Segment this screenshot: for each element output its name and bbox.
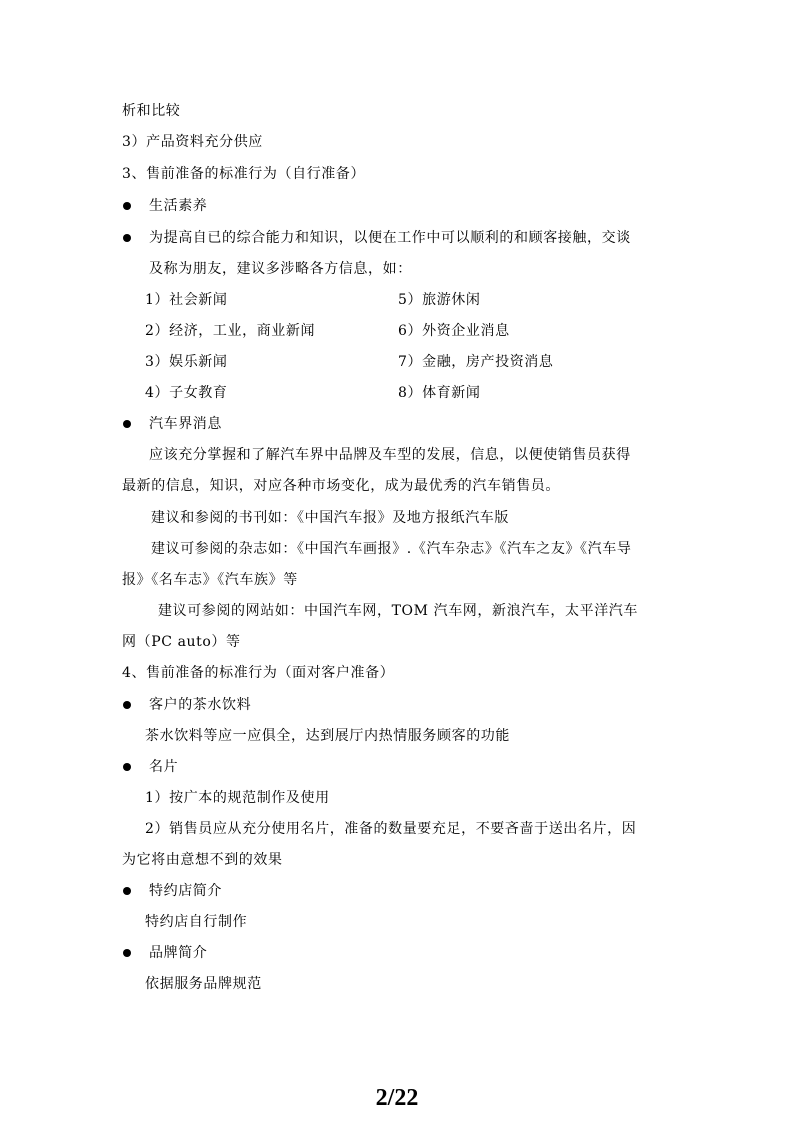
list-item: 2）销售员应从充分使用名片，准备的数量要充足，不要吝啬于送出名片，因 — [145, 821, 637, 837]
list-item: 3）娱乐新闻 — [145, 354, 228, 370]
bullet-heading: 特约店简介 — [149, 883, 222, 899]
paragraph-line: 应该充分掌握和了解汽车界中品牌及车型的发展，信息，以便使销售员获得 — [149, 447, 631, 463]
text-line: 析和比较 — [122, 103, 181, 119]
bullet-icon — [123, 202, 131, 210]
paragraph-line: 特约店自行制作 — [145, 914, 248, 930]
bullet-icon — [123, 701, 131, 709]
bullet-icon — [123, 887, 131, 895]
paragraph-line: 依据服务品牌规范 — [145, 976, 262, 992]
paragraph-line: 为它将由意想不到的效果 — [122, 852, 283, 868]
section-heading: 3、售前准备的标准行为（自行准备） — [122, 166, 366, 182]
bullet-icon — [123, 763, 131, 771]
paragraph-line: 建议可参阅的网站如：中国汽车网，TOM 汽车网，新浪汽车，太平洋汽车 — [158, 603, 638, 619]
section-heading: 4、售前准备的标准行为（面对客户准备） — [122, 665, 395, 681]
paragraph-line: 网（PC auto）等 — [122, 634, 241, 650]
paragraph-line: 建议可参阅的杂志如：《中国汽车画报》.《汽车杂志》《汽车之友》《汽车导 — [151, 541, 632, 557]
list-item: 4）子女教育 — [145, 385, 228, 401]
list-item: 1）社会新闻 — [145, 292, 228, 308]
list-item: 5）旅游休闲 — [398, 292, 481, 308]
bullet-icon — [123, 234, 131, 242]
list-item: 7）金融，房产投资消息 — [398, 354, 554, 370]
paragraph-line: 为提高自已的综合能力和知识，以便在工作中可以顺利的和顾客接触，交谈 — [149, 230, 631, 246]
bullet-icon — [123, 949, 131, 957]
bullet-heading: 生活素养 — [149, 198, 208, 214]
paragraph-line: 及称为朋友，建议多涉略各方信息，如： — [149, 261, 412, 277]
paragraph-line: 茶水饮料等应一应俱全，达到展厅内热情服务顾客的功能 — [145, 728, 510, 744]
list-item: 1）按广本的规范制作及使用 — [145, 790, 330, 806]
page-number: 2/22 — [375, 1085, 419, 1111]
paragraph-line: 最新的信息，知识，对应各种市场变化，成为最优秀的汽车销售员。 — [122, 478, 560, 494]
paragraph-line: 建议和参阅的书刊如：《中国汽车报》及地方报纸汽车版 — [151, 510, 509, 526]
bullet-heading: 品牌简介 — [149, 945, 208, 961]
list-item: 3）产品资料充分供应 — [122, 134, 263, 150]
bullet-icon — [123, 420, 131, 428]
list-item: 6）外资企业消息 — [398, 323, 510, 339]
list-item: 8）体育新闻 — [398, 385, 481, 401]
bullet-heading: 客户的茶水饮料 — [149, 697, 252, 713]
list-item: 2）经济，工业，商业新闻 — [145, 323, 316, 339]
bullet-heading: 汽车界消息 — [149, 416, 222, 432]
paragraph-line: 报》《名车志》《汽车族》等 — [122, 572, 298, 588]
bullet-heading: 名片 — [149, 759, 179, 775]
